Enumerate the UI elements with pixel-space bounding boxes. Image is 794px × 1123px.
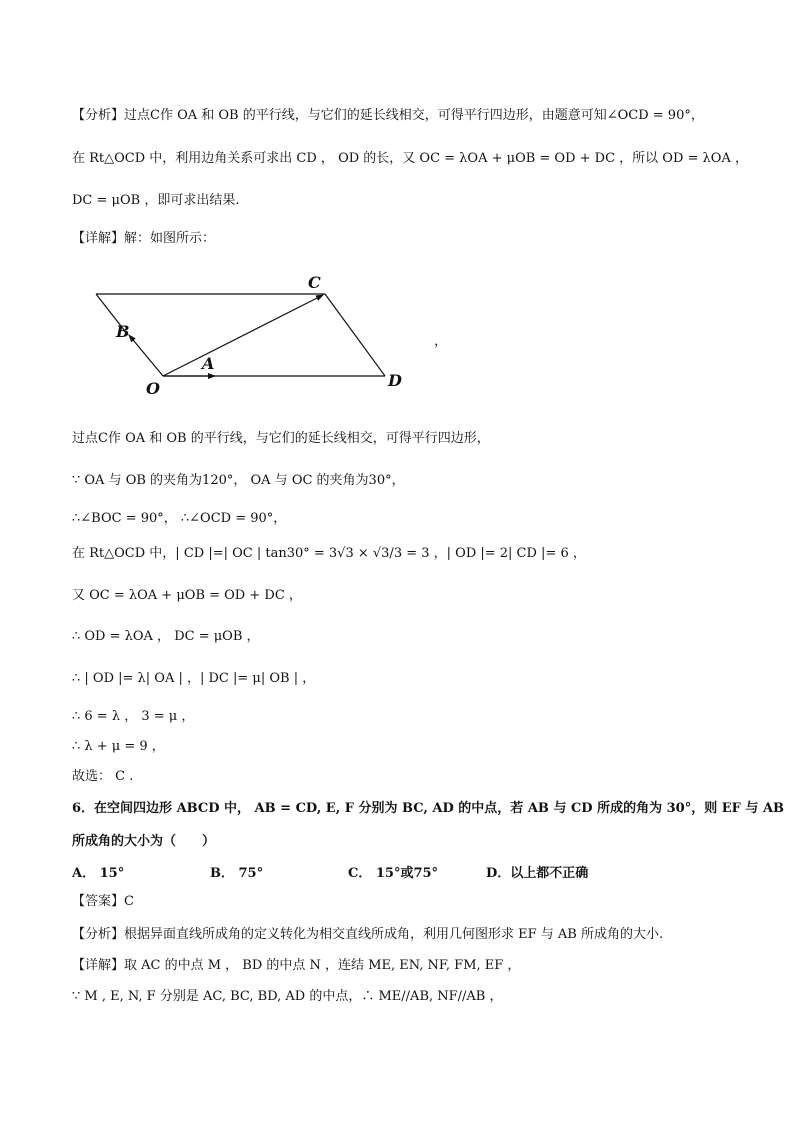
solution-line: ∴ 6 = λ ， 3 = μ ，: [72, 709, 195, 724]
parallelogram-figure: [80, 268, 420, 403]
answer-line: 【答案】C: [72, 894, 134, 909]
solution-line: ∴ λ + μ = 9 ，: [72, 739, 165, 754]
edge-cd: [325, 294, 385, 376]
solution-line: ∴∠BOC = 90°， ∴∠OCD = 90°，: [72, 511, 287, 526]
analysis-line-1: 【分析】过点C作 OA 和 OB 的平行线，与它们的延长线相交，可得平行四边形，由题意可知∠OCD = 90°，: [72, 108, 704, 123]
figure-trailing-comma: ，: [434, 334, 448, 349]
detail-2-line-1: 【详解】取 AC 的中点 M ， BD 的中点 N ，连结 ME, EN, NF, FM, EF ，: [72, 958, 521, 973]
vector-ob: [129, 335, 163, 376]
vector-oc: [163, 295, 323, 376]
solution-line: 又 OC = λOA + μOB = OD + DC ，: [72, 588, 302, 603]
solution-line: ∵ OA 与 OB 的夹角为120°， OA 与 OC 的夹角为30°，: [72, 473, 405, 488]
analysis-2-line: 【分析】根据异面直线所成角的定义转化为相交直线所成角，利用几何图形求 EF 与 AB 所成角的大小.: [72, 927, 664, 942]
solution-line: 在 Rt△OCD 中，| CD |=| OC | tan30° = 3√3 × √3/3 = 3 ，| OD |= 2| CD |= 6 ，: [72, 546, 586, 561]
solution-line: 故选： C .: [72, 769, 134, 784]
question-6-line-1: 6．在空间四边形 ABCD 中， AB = CD, E, F 分别为 BC, AD 的中点，若 AB 与 CD 所成的角为 30°，则 EF 与 AB: [72, 801, 785, 816]
solution-line: ∴ OD = λOA ， DC = μOB ，: [72, 629, 260, 644]
label-c: C: [308, 273, 321, 292]
detail-2-line-2: ∵ M , E, N, F 分别是 AC, BC, BD, AD 的中点，∴ ME//AB, NF//AB ，: [72, 989, 503, 1004]
label-b: B: [116, 322, 130, 341]
question-6-line-2: 所成角的大小为（ ）: [72, 834, 216, 849]
solution-line: 过点C作 OA 和 OB 的平行线，与它们的延长线相交，可得平行四边形，: [72, 431, 490, 446]
detail-heading: 【详解】解：如图所示：: [72, 231, 216, 246]
option-d: D．以上都不正确: [486, 866, 589, 881]
analysis-line-2: 在 Rt△OCD 中，利用边角关系可求出 CD ， OD 的长，又 OC = λOA + μOB = OD + DC ，所以 OD = λOA ，: [72, 151, 748, 166]
option-b: B． 75°: [210, 866, 264, 881]
label-a: A: [202, 354, 215, 373]
label-d: D: [388, 371, 402, 390]
solution-line: ∴ | OD |= λ| OA | ，| DC |= μ| OB | ，: [72, 671, 316, 686]
option-a: A． 15°: [72, 866, 125, 881]
label-o: O: [146, 379, 160, 398]
analysis-line-3: DC = μOB ，即可求出结果.: [72, 193, 240, 208]
option-c: C． 15°或75°: [348, 866, 439, 881]
